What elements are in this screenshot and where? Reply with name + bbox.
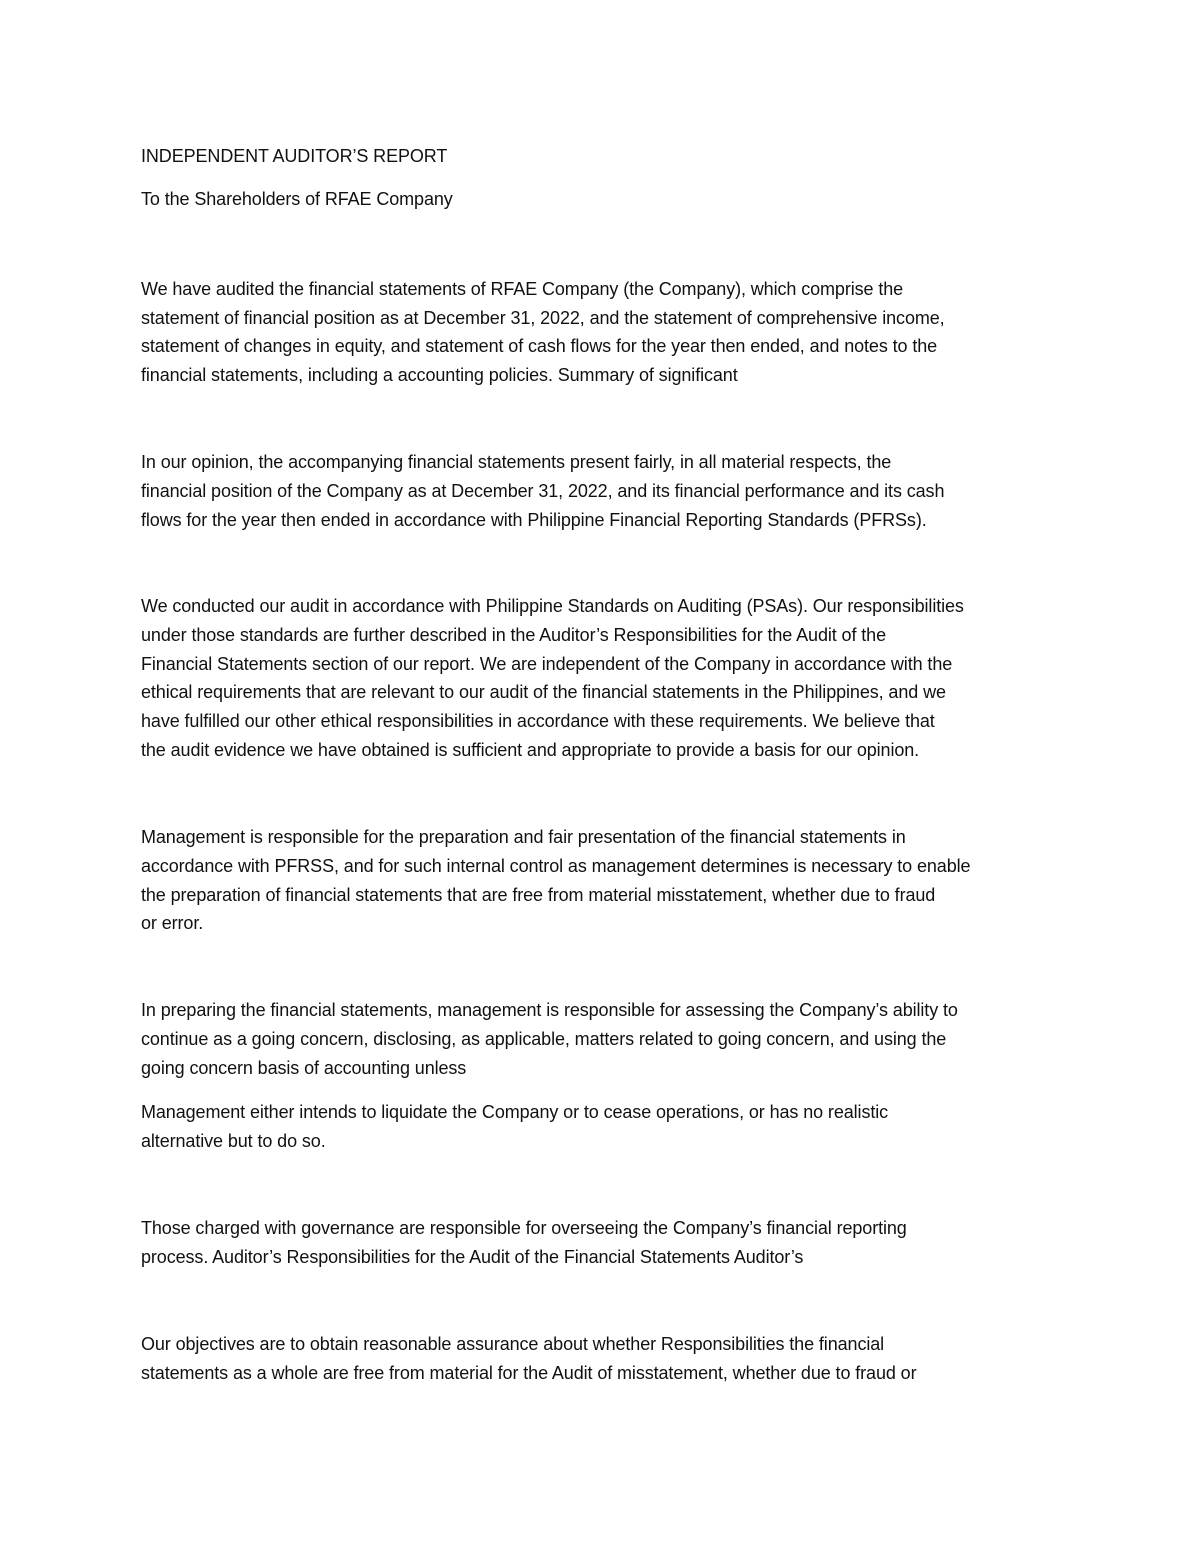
paragraph-line: ethical requirements that are relevant to our audit of the financial statements in the Philippines, and we: [141, 682, 946, 702]
paragraph-line: statement of changes in equity, and statement of cash flows for the year then ended, and notes to the: [141, 336, 938, 356]
paragraph-line: Management is responsible for the preparation and fair presentation of the financial statements in: [141, 827, 906, 847]
paragraph-line: process. Auditor’s Responsibilities for the Audit of the Financial Statements Auditor’s: [141, 1247, 804, 1267]
paragraph-line: statements as a whole are free from material for the Audit of misstatement, whether due to fraud or: [141, 1363, 917, 1383]
paragraph-line: Our objectives are to obtain reasonable assurance about whether Responsibilities the financial: [141, 1334, 885, 1354]
paragraph-line: Management either intends to liquidate the Company or to cease operations, or has no realistic: [141, 1102, 889, 1122]
paragraph-line: In our opinion, the accompanying financial statements present fairly, in all material respects, the: [141, 452, 892, 472]
paragraph-line: going concern basis of accounting unless: [141, 1058, 467, 1078]
paragraph-line: flows for the year then ended in accordance with Philippine Financial Reporting Standards (PFRSs).: [141, 510, 927, 530]
paragraph-line: the audit evidence we have obtained is sufficient and appropriate to provide a basis for our opinion.: [141, 740, 920, 760]
paragraph-line: accordance with PFRSS, and for such internal control as management determines is necessary to enable: [141, 856, 971, 876]
report-title: INDEPENDENT AUDITOR’S REPORT: [141, 146, 448, 166]
paragraph-line: alternative but to do so.: [141, 1131, 326, 1151]
paragraph-line: under those standards are further described in the Auditor’s Responsibilities for the Audit of the: [141, 625, 886, 645]
paragraph-line: have fulfilled our other ethical responsibilities in accordance with these requirements. We believe that: [141, 711, 935, 731]
paragraph-line: Financial Statements section of our report. We are independent of the Company in accordance with the: [141, 654, 953, 674]
paragraph-line: We have audited the financial statements of RFAE Company (the Company), which comprise the: [141, 279, 904, 299]
paragraph-line: In preparing the financial statements, management is responsible for assessing the Company’s ability to: [141, 1000, 958, 1020]
addressee: To the Shareholders of RFAE Company: [141, 189, 453, 209]
paragraph-line: We conducted our audit in accordance with Philippine Standards on Auditing (PSAs). Our responsibilities: [141, 596, 964, 616]
paragraph-line: or error.: [141, 913, 204, 933]
paragraph-line: the preparation of financial statements that are free from material misstatement, whether due to fraud: [141, 885, 936, 905]
paragraph-line: financial position of the Company as at December 31, 2022, and its financial performance and its cash: [141, 481, 945, 501]
paragraph-line: statement of financial position as at December 31, 2022, and the statement of comprehensive income,: [141, 308, 945, 328]
paragraph-line: continue as a going concern, disclosing, as applicable, matters related to going concern, and using the: [141, 1029, 947, 1049]
paragraph-line: financial statements, including a accounting policies. Summary of significant: [141, 365, 738, 385]
paragraph-line: Those charged with governance are responsible for overseeing the Company’s financial reporting: [141, 1218, 907, 1238]
